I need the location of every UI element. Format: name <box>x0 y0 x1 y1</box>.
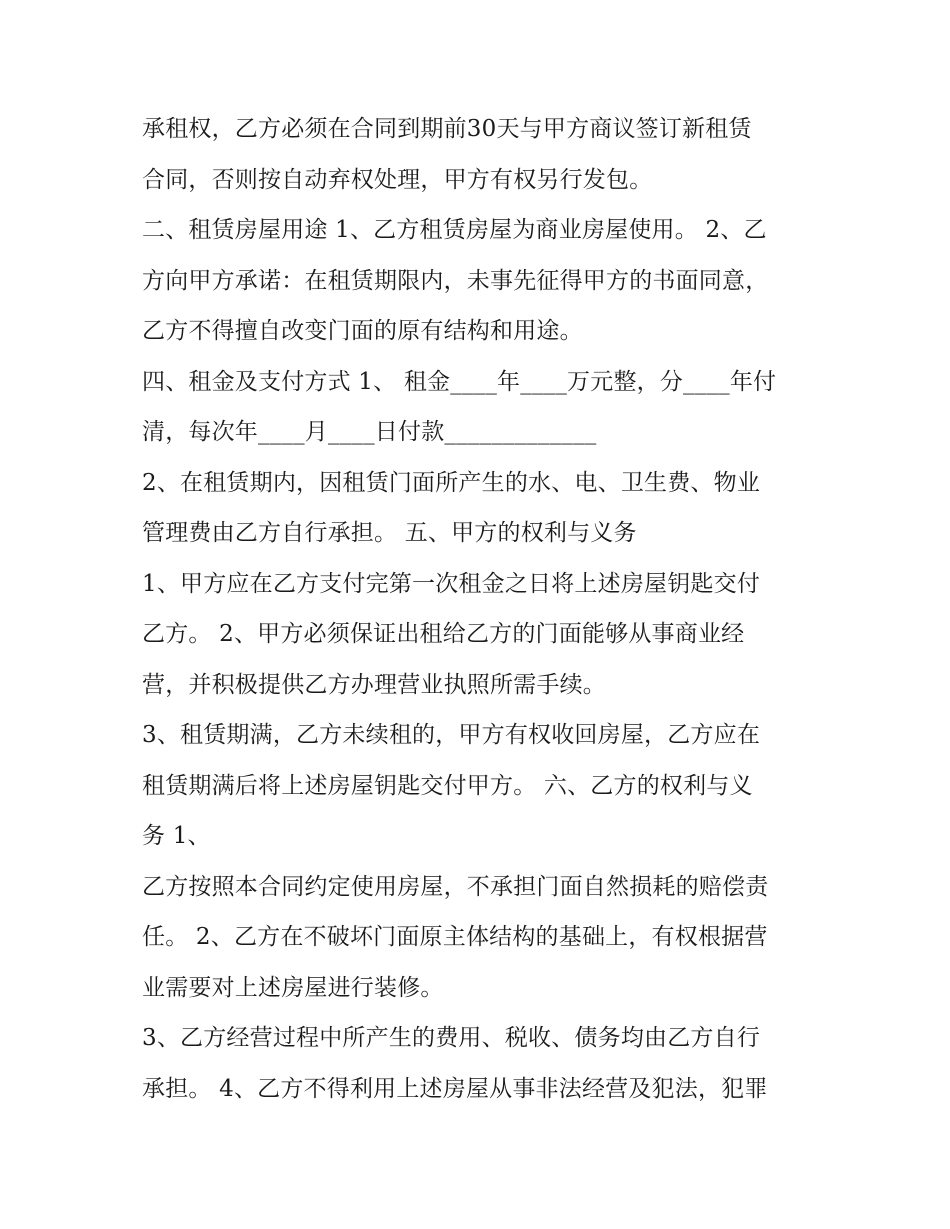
text-line: 四、租金及支付方式 1、 租金____年____万元整，分____年付 <box>142 368 777 395</box>
text-line: 管理费由乙方自行承担。 五、甲方的权利与义务 <box>142 520 637 546</box>
text-line: 3、乙方经营过程中所产生的费用、税收、债务均由乙方自行 <box>142 1025 761 1051</box>
text-line: 承担。 4、乙方不得利用上述房屋从事非法经营及犯法，犯罪 <box>142 1075 768 1102</box>
text-line: 租赁期满后将上述房屋钥匙交付甲方。 六、乙方的权利与义 <box>142 772 753 799</box>
text-line: 3、租赁期满，乙方未续租的，甲方有权收回房屋，乙方应在 <box>142 722 761 748</box>
text-line: 2、在租赁期内，因租赁门面所产生的水、电、卫生费、物业 <box>142 469 761 496</box>
text-line: 业需要对上述房屋进行装修。 <box>142 974 444 1001</box>
text-line: 承租权，乙方必须在合同到期前30天与甲方商议签订新租赁 <box>142 116 752 142</box>
text-line: 乙方不得擅自改变门面的原有结构和用途。 <box>142 318 583 344</box>
text-line: 二、租赁房屋用途 1、乙方租赁房屋为商业房屋使用。 2、乙 <box>142 217 767 243</box>
text-line: 清，每次年____月____日付款_____________ <box>142 419 597 445</box>
text-line: 合同，否则按自动弃权处理，甲方有权另行发包。 <box>142 166 653 193</box>
text-line: 方向甲方承诺：在租赁期限内，未事先征得甲方的书面同意， <box>142 267 769 294</box>
text-line: 1、甲方应在乙方支付完第一次租金之日将上述房屋钥匙交付 <box>142 570 761 597</box>
text-line: 营，并积极提供乙方办理营业执照所需手续。 <box>142 671 606 698</box>
text-line: 任。 2、乙方在不破坏门面原主体结构的基础上，有权根据营 <box>142 924 768 950</box>
text-line: 乙方按照本合同约定使用房屋，不承担门面自然损耗的赔偿责 <box>142 873 769 900</box>
document-body <box>142 104 822 1114</box>
text-line: 务 1、 <box>142 823 211 849</box>
text-line: 乙方。 2、甲方必须保证出租给乙方的门面能够从事商业经 <box>142 621 745 647</box>
